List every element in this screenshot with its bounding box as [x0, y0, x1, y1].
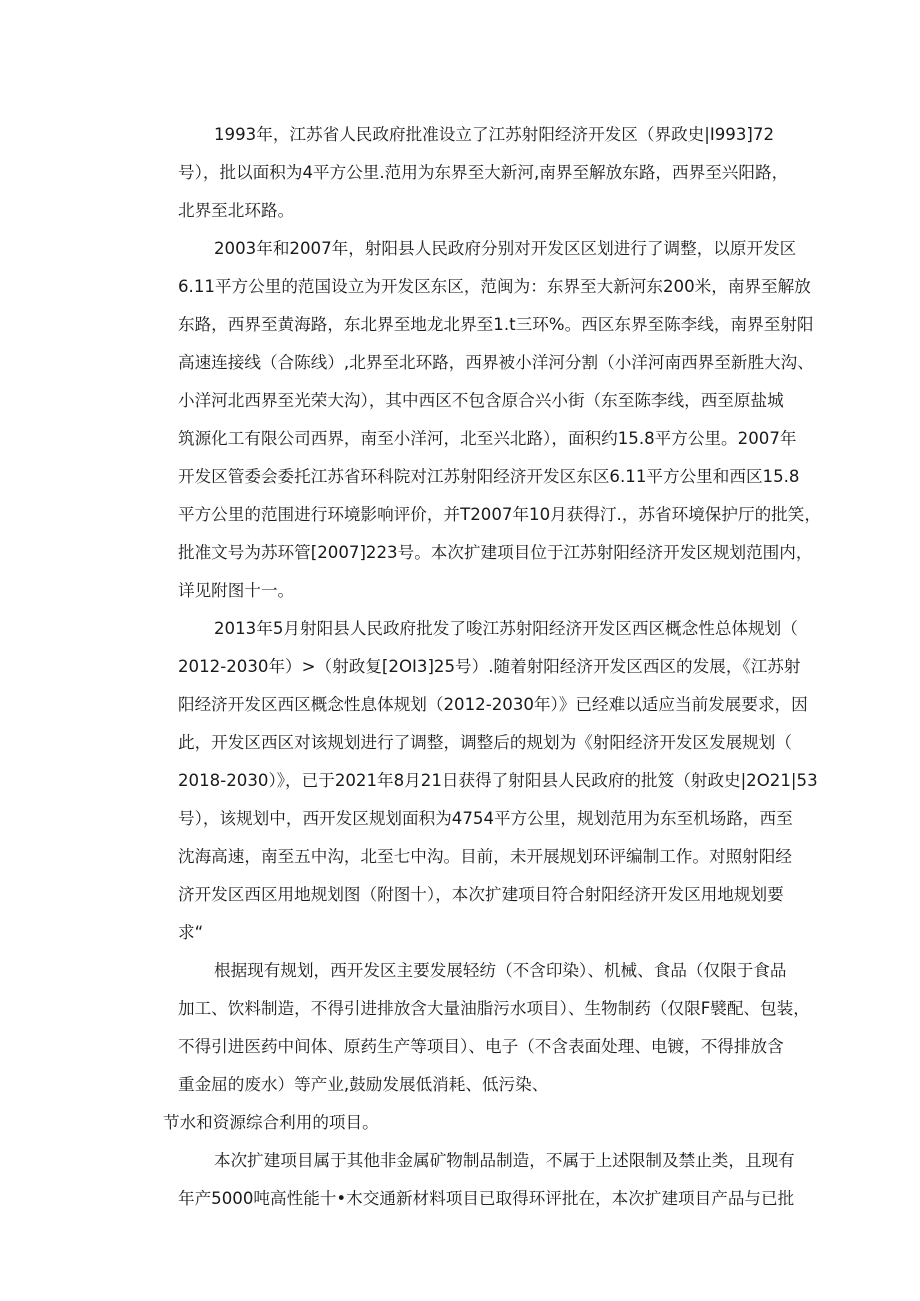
text-line: 号），该规划中，西开发区规划面积为4754平方公里，规划范用为东至机场路，西至 — [178, 809, 793, 828]
text-line: 2012-2030年）>（射政复[2OI3]25号）.随着射阳经济开发区西区的发展，《江苏射 — [178, 657, 801, 676]
text-line: 沈海高速，南至五中沟，北至七中沟。目前，未开展规划环评编制工作。对照射阳经 — [178, 847, 792, 866]
text-line: 6.11平方公里的范国设立为开发区东区，范闽为：东界至大新河东200米，南界至解放 — [178, 277, 811, 296]
text-line: 年产5000吨高性能十•木交通新材料项目已取得环评批在，本次扩建项目产品与已批 — [178, 1189, 795, 1208]
text-line: 2018-2030）》，已于2021年8月21日获得了射阳县人民政府的批笈（射政史|2O21|53 — [178, 771, 818, 790]
text-line: 加工、饮料制造，不得引进排放含大量油脂污水项目）、生物制药（仅限F襞配、包装， — [178, 999, 810, 1018]
text-line: 求“ — [178, 923, 204, 942]
text-line: 济开发区西区用地规划图（附图十），本次扩建项目符合射阳经济开发区用地规划要 — [178, 885, 784, 904]
text-line: 东路，西界至黄海路，东北界至地龙北界至1.t三环%。西区东界至陈李线，南界至射阳 — [178, 315, 814, 334]
text-line: 不得引进医药中间体、原药生产等项目）、电子（不含表面处理、电镀，不得排放含 — [178, 1037, 784, 1056]
text-line: 号），批以面积为4平方公里.范用为东界至大新河,南界至解放东路，西界至兴阳路， — [178, 163, 789, 182]
text-line: 2013年5月射阳县人民政府批发了唆江苏射阳经济开发区西区概念性总体规划（ — [214, 619, 798, 638]
text-line: 1993年，江苏省人民政府批准设立了江苏射阳经济开发区（界政史|I993]72 — [214, 125, 775, 144]
text-line: 小洋河北西界至光荣大沟），其中西区不包含原合兴小街（东至陈李线，西至原盐城 — [178, 391, 784, 410]
text-line: 根据现有规划，西开发区主要发展轻纺（不含印染）、机械、食品（仅限于食品 — [214, 961, 787, 980]
text-line: 开发区管委会委托江苏省环科院对江苏射阳经济开发区东区6.11平方公里和西区15.8 — [178, 467, 800, 486]
text-line: 节水和资源综合利用的项目。 — [163, 1113, 379, 1132]
text-line: 批准文号为苏环管[2007]223号。本次扩建项目位于江苏射阳经济开发区规划范围内， — [178, 543, 813, 562]
text-line: 2003年和2007年，射阳县人民政府分别对开发区区划进行了调整，以原开发区 — [214, 239, 797, 258]
text-line: 高速连接线（合陈线）,北界至北环路，西界被小洋河分割（小洋河南西界至新胜大沟、 — [178, 353, 814, 372]
text-line: 阳经济开发区西区概念性息体规划（2012-2030年）》已经难以适应当前发展要求，因 — [178, 695, 808, 714]
text-line: 重金屈的废水）等产业,鼓励发展低消耗、低污染、 — [178, 1075, 549, 1094]
text-line: 北界至北环路。 — [178, 201, 295, 220]
text-line: 筑源化工有限公司西界，南至小洋河，北至兴北路），面积约15.8平方公里。2007年 — [178, 429, 797, 448]
text-line: 本次扩建项目属于其他非金属矿物制品制造，不属于上述限制及禁止类，且现有 — [214, 1151, 795, 1170]
text-line: 平方公里的范围进行环境影响评价，并T2007年10月获得汀.，苏省环境保护厅的批笑， — [178, 505, 821, 524]
text-line: 此，开发区西区对该规划进行了调整，调整后的规划为《射阳经济开发区发展规划（ — [178, 733, 792, 752]
text-line: 详见附图十一。 — [178, 581, 295, 600]
